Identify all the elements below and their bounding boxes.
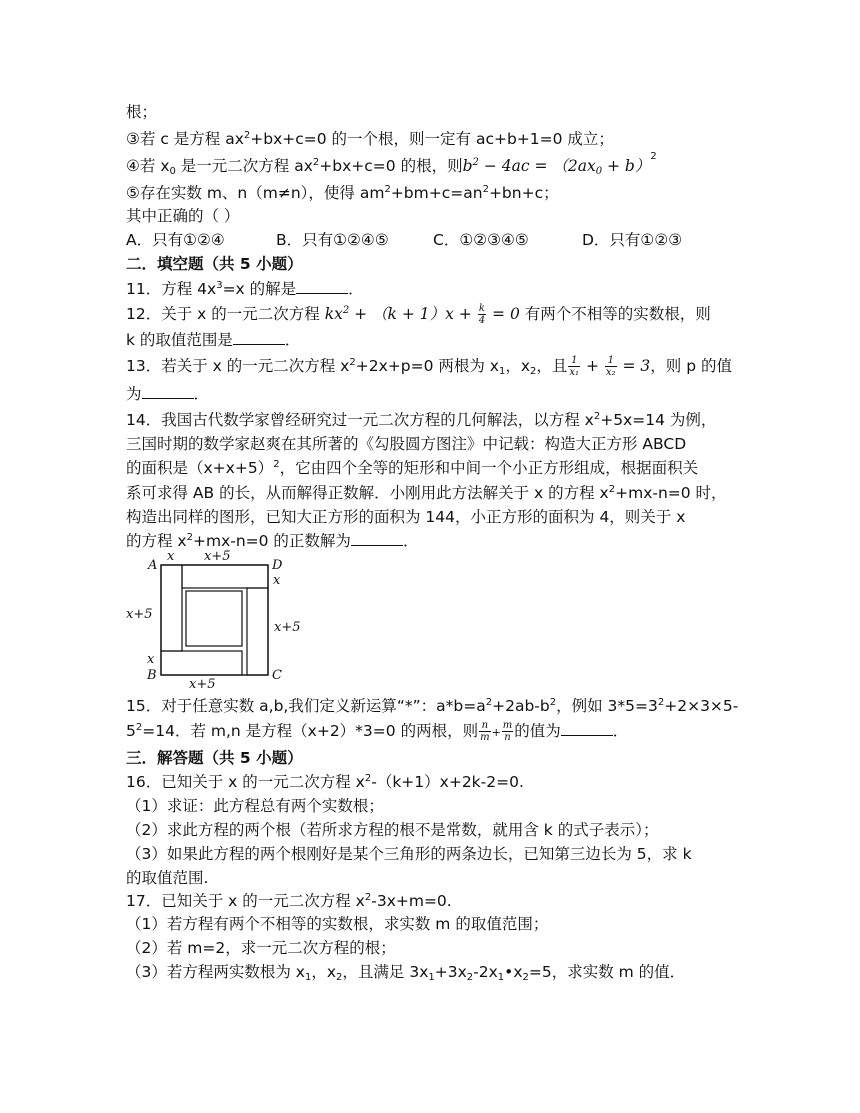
label-bottom-x5: x+5 [189, 677, 216, 690]
question-15-cont: $5^2=14$．若 m,n 是方程（x+2）*3=0 的两根，则 $\frac{n}{m}$ + $\frac{m}{n}$ 的值为 ． [126, 720, 629, 743]
label-b: B [147, 668, 157, 683]
fraction: $\frac{k}{4}$ [478, 303, 486, 326]
label-top-x5: x+5 [204, 549, 231, 564]
statement-3: ③若 c 是方程 $ax^2+bx+c=0$ 的一个根，则一定有 ac+b+1=0 成立； [126, 130, 614, 148]
question-16: 16．已知关于 x 的一元二次方程 $x^2-(k+1)x+2k-2=0$. [126, 773, 524, 791]
question-16-part2: （2）求此方程的两个根（若所求方程的根不是常数，就用含 k 的式子表示）； [126, 821, 659, 839]
question-14-line4: 系可求得 AB 的长，从而解得正数解．小刚用此方法解关于 x 的方程 $x^2+mx-n=0$ 时， [126, 484, 727, 502]
question-prompt: 其中正确的（ ） [126, 207, 240, 225]
section-heading: 三．解答题（共 5 小题） [126, 749, 303, 767]
fraction: $\frac{1}{\text{x₂}}$ [605, 355, 616, 378]
option-d: D．只有①②③ [582, 231, 683, 249]
question-12-cont: k 的取值范围是 ． [126, 331, 301, 349]
answer-blank [351, 531, 403, 546]
question-14-line3: 的面积是$(x+x+5)^2$，它由四个全等的矩形和中间一个小正方形组成，根据面积关 [126, 459, 699, 477]
text-line: 根； [126, 103, 158, 121]
question-17: 17．已知关于 x 的一元二次方程 $x^2-3x+m=0$. [126, 892, 452, 910]
option-b: B．只有①②④⑤ [276, 231, 389, 249]
question-12: 12．关于 x 的一元二次方程 $kx^2 + (k + 1)x$ + $\frac{k}{4}$ = 0 有两个不相等的实数根，则 [126, 303, 711, 326]
statement-5: ⑤存在实数 m、n（m≠n），使得 $am^2+bm+c=an^2+bn+c$； [126, 184, 559, 202]
rectangle-right [247, 588, 268, 675]
question-11: 11．方程 $4x^3=x$ 的解是 ． [126, 280, 364, 298]
square-figure [120, 548, 320, 690]
label-d: D [272, 558, 283, 573]
section-heading: 二．填空题（共 5 小题） [126, 255, 303, 273]
fraction: $\frac{1}{\text{x₁}}$ [569, 355, 580, 378]
label-a: A [148, 558, 158, 573]
label-right-x5: x+5 [274, 620, 301, 635]
option-a: A．只有①②④ [126, 231, 225, 249]
question-16-part3-cont: 的取值范围. [126, 869, 209, 887]
question-13: 13．若关于 x 的一元二次方程 $x^2+2x+p=0$ 两根为 $x_1$，$x_2$，且 $\frac{1}{\text{x₁}}$ + $\frac{1}{\text{x₂}}$ = 3，则 p 的值 [126, 355, 732, 378]
question-14-line2: 三国时期的数学家赵爽在其所著的《勾股圆方图注》中记载：构造大正方形 ABCD [126, 435, 687, 453]
question-15: 15．对于任意实数 a,b,我们定义新运算“*”：$a*b=a^2+2ab-b^2$，例如 $3*5=3^2+2\times 3\times 5-$ [126, 697, 739, 715]
fraction: $\frac{m}{n}$ [502, 720, 513, 743]
question-17-part3: （3）若方程两实数根为 $x_1$，$x_2$，且满足 $3x_1+3x_2-2x_1•x_2=5$，求实数 m 的值． [126, 963, 686, 983]
rectangle-top [182, 565, 268, 588]
option-c: C．①②③④⑤ [433, 231, 529, 249]
question-17-part1: （1）若方程有两个不相等的实数根，求实数 m 的取值范围； [126, 915, 549, 933]
answer-blank [561, 721, 613, 736]
label-c: C [272, 668, 282, 683]
question-16-part3: （3）如果此方程的两个根刚好是某个三角形的两条边长，已知第三边长为 5，求 k [126, 845, 692, 863]
question-13-cont: 为 ． [126, 385, 210, 403]
label-left-x5: x+5 [126, 607, 153, 622]
question-14-line5: 构造出同样的图形，已知大正方形的面积为 144，小正方形的面积为 4，则关于 x [126, 508, 686, 526]
statement-4: ④若 $x_0$ 是一元二次方程 $ax^2+bx+c=0$ 的根，则$b^2 - 4ac = (2ax_0 + b)^2$ [126, 151, 657, 177]
question-14-line6: 的方程 $x^2+mx-n=0$ 的正数解为 ． [126, 532, 419, 550]
answer-blank [296, 279, 348, 294]
fraction: $\frac{n}{m}$ [480, 720, 490, 743]
label-right-x: x [273, 573, 281, 588]
question-14: 14．我国古代数学家曾经研究过一元二次方程的几何解法，以方程 $x^2+5x=14$ 为例， [126, 411, 717, 429]
question-17-part2: （2）若 m=2，求一元二次方程的根； [126, 939, 396, 957]
rectangle-bottom [161, 651, 242, 675]
outer-square [161, 565, 268, 675]
rectangle-left [161, 565, 182, 651]
label-left-x: x [147, 652, 155, 667]
label-top-x: x [167, 549, 175, 564]
answer-blank [233, 330, 285, 345]
answer-blank [142, 384, 194, 399]
question-16-part1: （1）求证：此方程总有两个实数根； [126, 797, 384, 815]
inner-square [186, 591, 242, 646]
